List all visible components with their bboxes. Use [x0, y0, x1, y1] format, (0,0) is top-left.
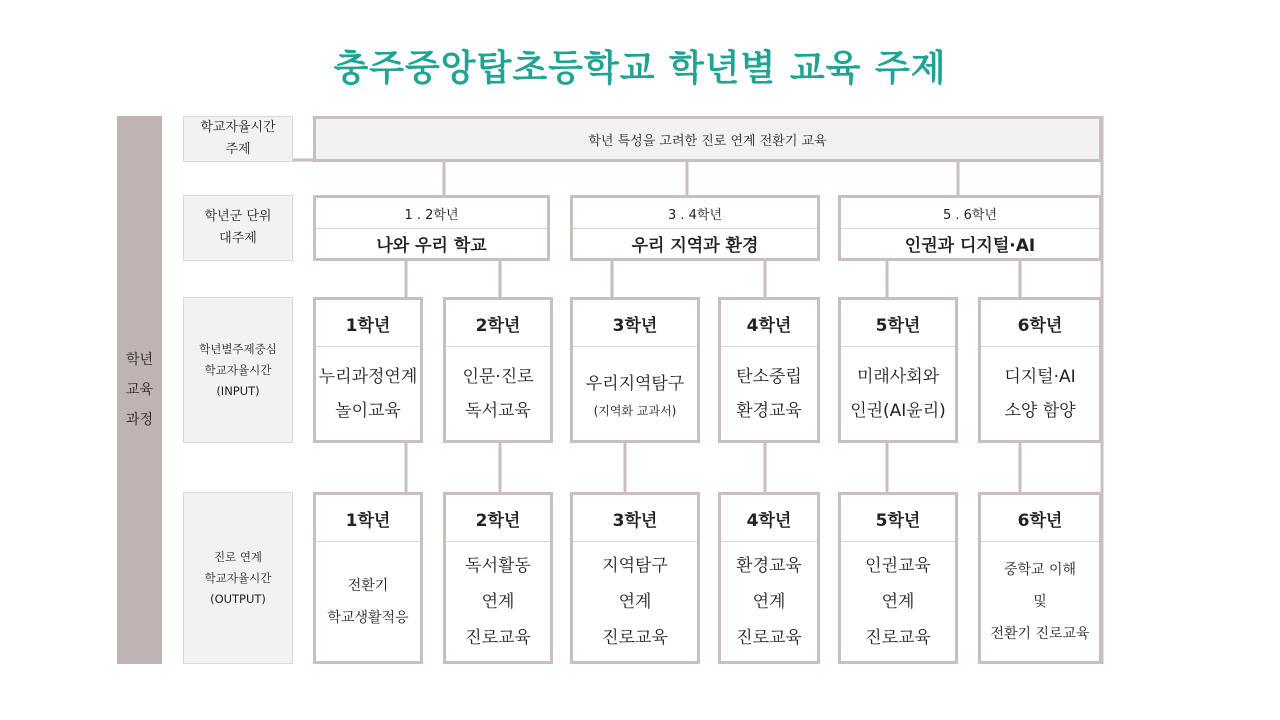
- topic-line: 놀이교육: [335, 400, 401, 421]
- input-topic: [316, 347, 420, 440]
- group-theme: 우리 지역과 환경: [631, 236, 759, 256]
- output-box-grade-2: [443, 492, 553, 664]
- topic-line: 중학교 이해: [1003, 561, 1077, 578]
- topic-line: 인권교육: [865, 555, 931, 576]
- side-label-line: 교육: [125, 382, 154, 398]
- grade-label: 4학년: [721, 495, 817, 542]
- grade-label: 2학년: [446, 300, 550, 347]
- output-box-grade-5: [838, 492, 958, 664]
- row-label-line: 학교자율시간: [204, 570, 272, 585]
- topic-line: 전환기 진로교육: [990, 625, 1090, 642]
- grade-label: 5학년: [841, 300, 955, 347]
- topic-line: 디지털·AI: [1004, 366, 1076, 387]
- topic-line: 인문·진로: [462, 366, 534, 387]
- row-label-line: 주제: [225, 142, 251, 157]
- group-grades: 1 . 2학년: [316, 198, 547, 229]
- group-theme: 나와 우리 학교: [376, 236, 487, 256]
- grade-label: 2학년: [446, 495, 550, 542]
- topic-line: 환경교육: [736, 400, 802, 421]
- topic-line: 및: [1033, 593, 1047, 610]
- output-box-grade-3: [570, 492, 700, 664]
- row-label-line: 학교자율시간: [204, 362, 272, 377]
- topic-line: 전환기: [347, 577, 389, 594]
- grade-label: 1학년: [316, 300, 420, 347]
- row-label-line: 학교자율시간: [200, 120, 276, 135]
- input-topic: [446, 347, 550, 440]
- group-theme: 인권과 디지털·AI: [904, 236, 1036, 256]
- input-topic: [981, 347, 1099, 440]
- side-label-line: 학년: [125, 352, 154, 368]
- output-topic: [316, 542, 420, 661]
- output-topic: [721, 542, 817, 661]
- row-label-line: 학년군 단위: [204, 209, 272, 224]
- row-label-line: (OUTPUT): [210, 591, 266, 606]
- grade-label: 3학년: [573, 495, 697, 542]
- topic-line: 독서교육: [465, 400, 531, 421]
- input-box-grade-6: [978, 297, 1102, 443]
- group-grades: 3 . 4학년: [573, 198, 817, 229]
- grade-group-3-4: [570, 195, 820, 261]
- topic-line: 연계: [881, 591, 915, 612]
- topic-line: 지역탐구: [602, 555, 668, 576]
- topic-line: 연계: [481, 591, 515, 612]
- topic-line: 소양 함양: [1004, 400, 1076, 421]
- topic-line: 독서활동: [465, 555, 531, 576]
- side-label-line: 과정: [125, 412, 154, 428]
- grade-label: 5학년: [841, 495, 955, 542]
- row-label-line: 진로 연계: [213, 549, 263, 564]
- output-box-grade-1: [313, 492, 423, 664]
- topic-line: 연계: [752, 591, 786, 612]
- topic-line: 진로교육: [602, 627, 668, 648]
- input-box-grade-5: [838, 297, 958, 443]
- page-title: 충주중앙탑초등학교 학년별 교육 주제: [333, 48, 947, 89]
- topic-line: 우리지역탐구: [585, 373, 685, 394]
- topic-line: 인권(AI윤리): [850, 400, 946, 421]
- grade-label: 3학년: [573, 300, 697, 347]
- row-label-line: (INPUT): [216, 383, 260, 398]
- grade-label: 4학년: [721, 300, 817, 347]
- grade-group-5-6: [838, 195, 1102, 261]
- output-topic: [573, 542, 697, 661]
- topic-line: 연계: [618, 591, 652, 612]
- grade-group-1-2: [313, 195, 550, 261]
- theme-text: 학년 특성을 고려한 진로 연계 전환기 교육: [588, 133, 827, 149]
- input-topic: [721, 347, 817, 440]
- topic-line: 진로교육: [736, 627, 802, 648]
- output-topic: [446, 542, 550, 661]
- topic-line: 미래사회와: [856, 366, 940, 387]
- topic-subtitle: (지역화 교과서): [593, 403, 677, 418]
- output-box-grade-4: [718, 492, 820, 664]
- input-topic: [573, 347, 697, 440]
- topic-line: 진로교육: [465, 627, 531, 648]
- output-topic: [841, 542, 955, 661]
- output-box-grade-6: [978, 492, 1102, 664]
- topic-line: 진로교육: [865, 627, 931, 648]
- school-autonomy-theme: [313, 116, 1102, 162]
- input-box-grade-3: [570, 297, 700, 443]
- row-label-line: 학년별주제중심: [199, 341, 277, 356]
- input-topic: [841, 347, 955, 440]
- topic-line: 환경교육: [736, 555, 802, 576]
- input-box-grade-2: [443, 297, 553, 443]
- group-grades: 5 . 6학년: [841, 198, 1099, 229]
- topic-line: 누리과정연계: [318, 366, 418, 387]
- topic-line: 학교생활적응: [327, 609, 409, 626]
- input-box-grade-1: [313, 297, 423, 443]
- input-box-grade-4: [718, 297, 820, 443]
- output-topic: [981, 542, 1099, 661]
- grade-label: 6학년: [981, 495, 1099, 542]
- row-label-line: 대주제: [219, 231, 257, 246]
- grade-label: 1학년: [316, 495, 420, 542]
- grade-label: 6학년: [981, 300, 1099, 347]
- topic-line: 탄소중립: [736, 366, 802, 387]
